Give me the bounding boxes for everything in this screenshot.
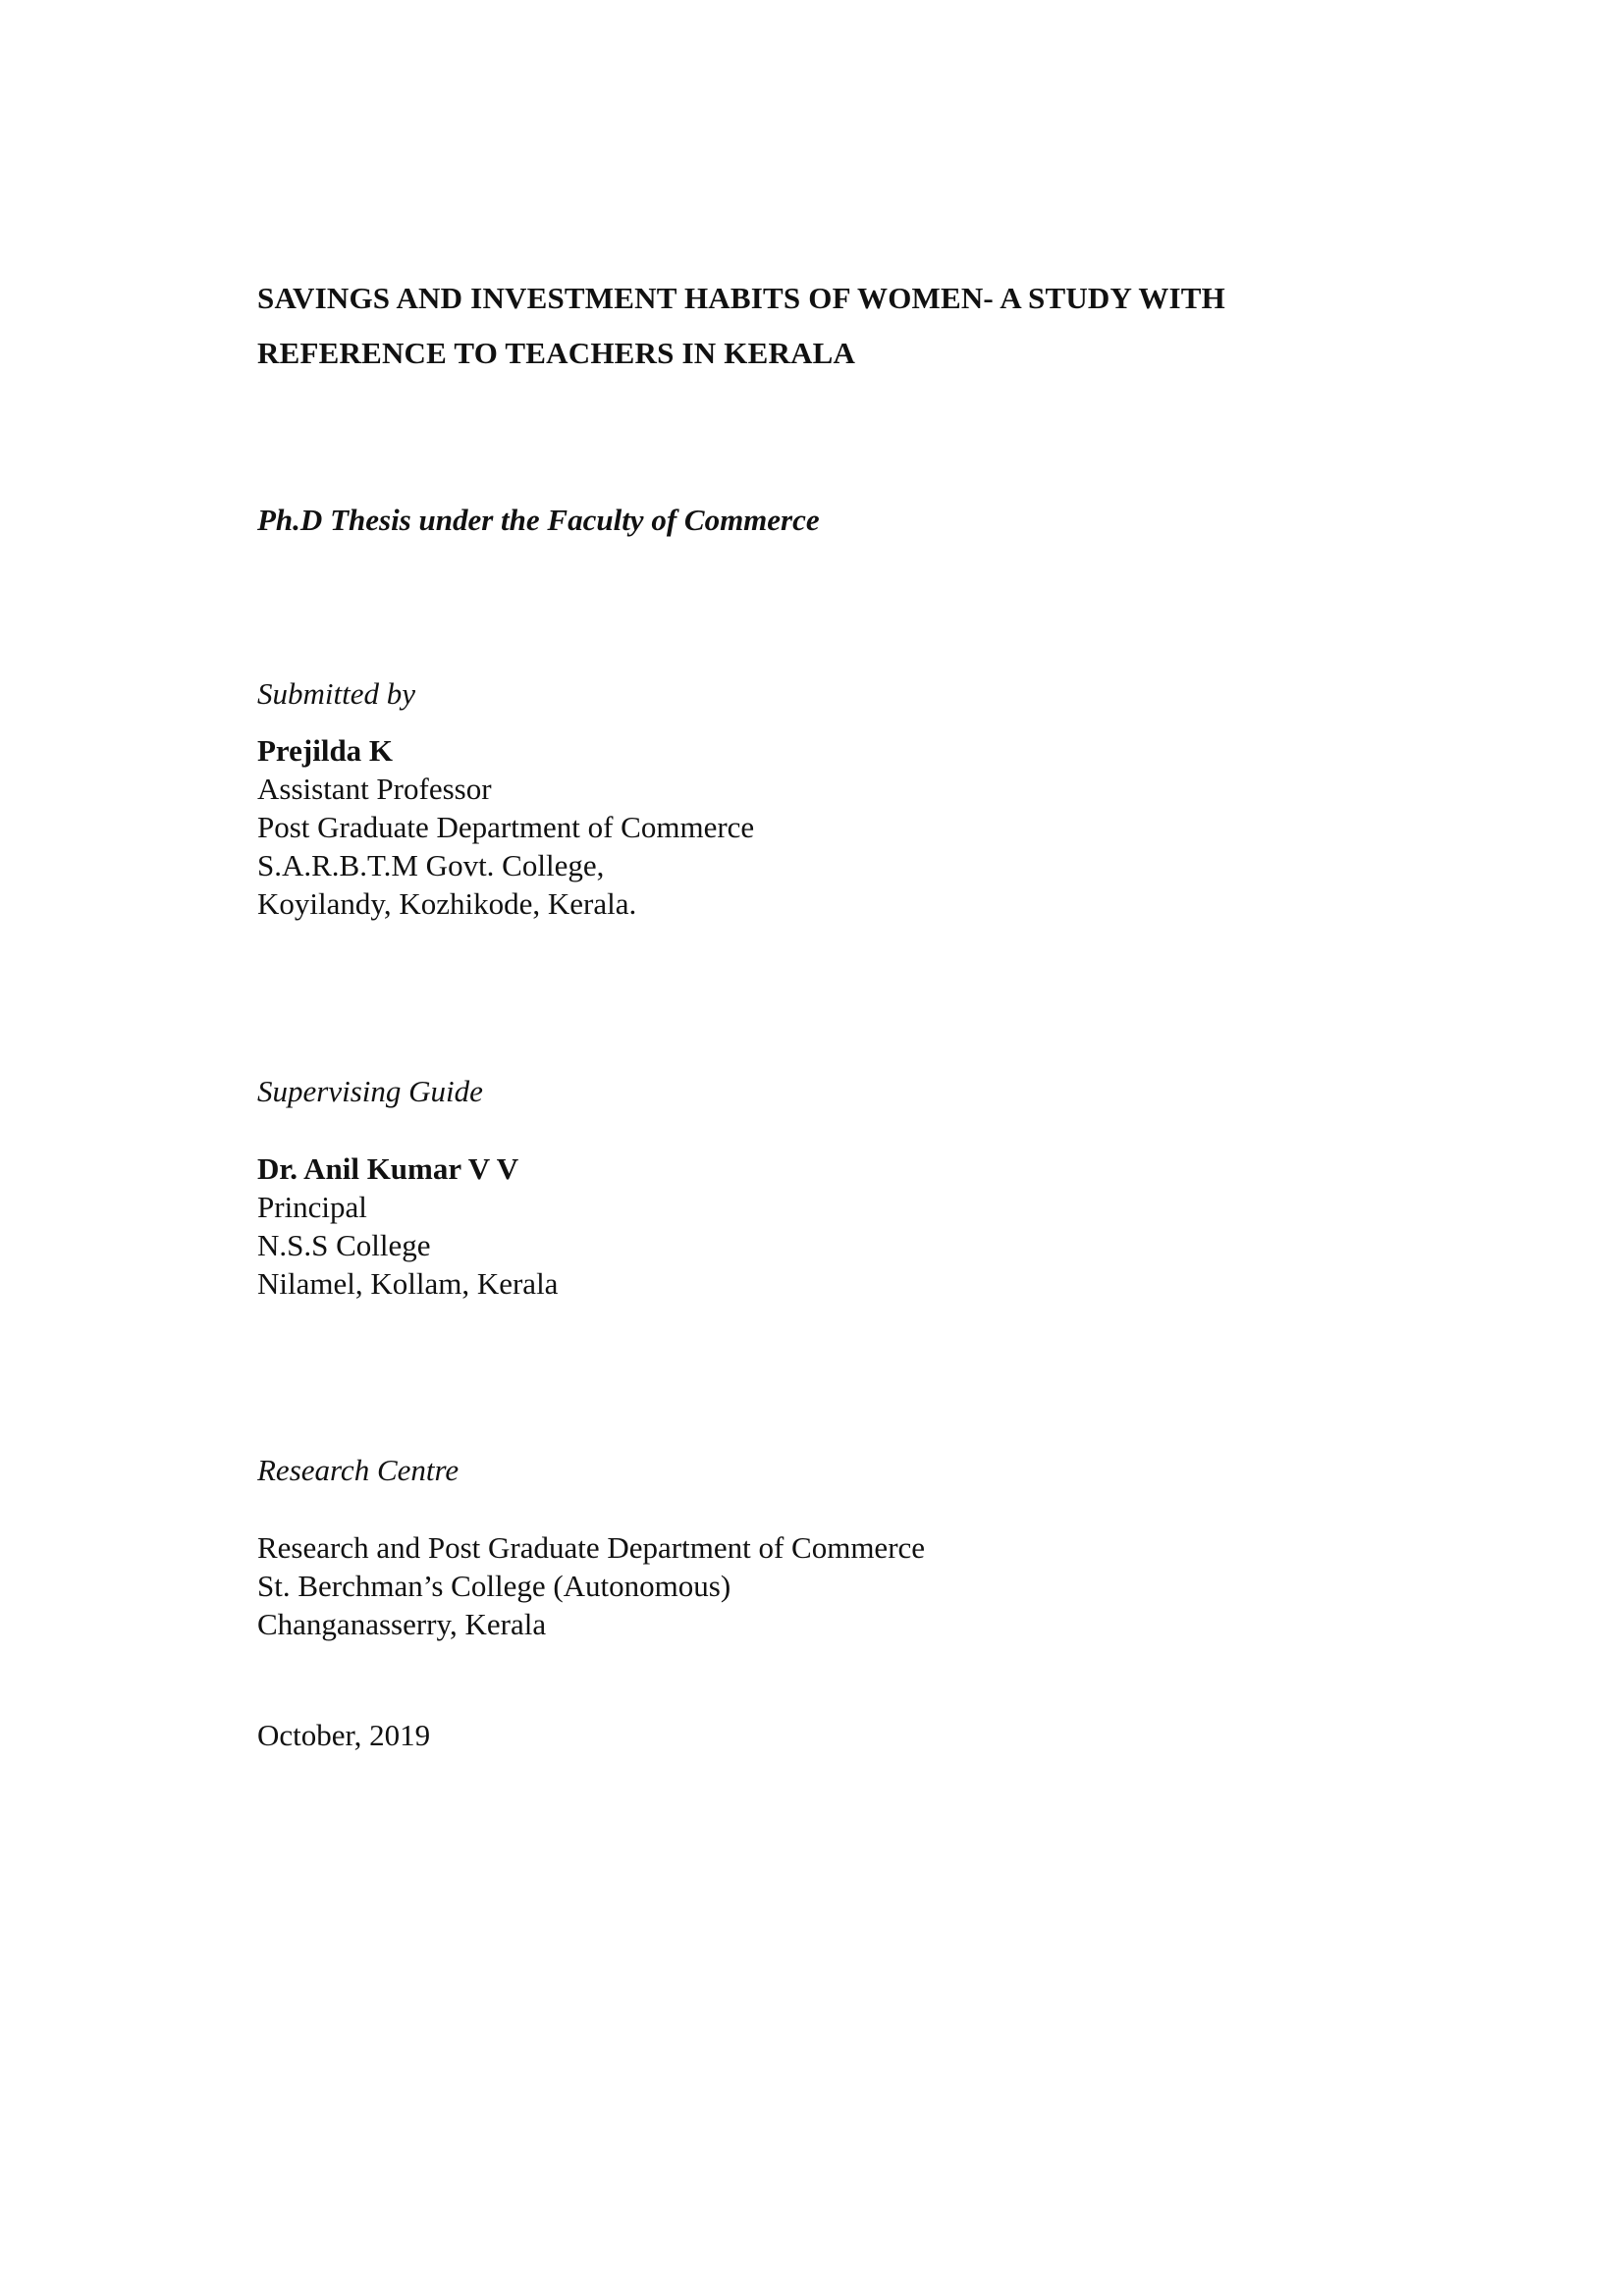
thesis-title-line-1: SAVINGS AND INVESTMENT HABITS OF WOMEN- A STUDY WITH <box>257 281 1225 315</box>
supervising-guide-label: Supervising Guide <box>257 1074 483 1108</box>
author-designation: Assistant Professor <box>257 772 492 806</box>
submission-date: October, 2019 <box>257 1718 431 1752</box>
thesis-subtitle: Ph.D Thesis under the Faculty of Commerce <box>257 503 820 537</box>
centre-college: St. Berchman’s College (Autonomous) <box>257 1569 731 1603</box>
author-college: S.A.R.B.T.M Govt. College, <box>257 848 605 882</box>
thesis-title <box>257 271 1435 381</box>
research-centre-block <box>257 1528 925 1643</box>
author-location: Koyilandy, Kozhikode, Kerala. <box>257 886 637 921</box>
guide-name: Dr. Anil Kumar V V <box>257 1151 519 1186</box>
author-department: Post Graduate Department of Commerce <box>257 810 755 844</box>
guide-location: Nilamel, Kollam, Kerala <box>257 1266 559 1301</box>
guide-designation: Principal <box>257 1190 367 1224</box>
thesis-title-line-2: REFERENCE TO TEACHERS IN KERALA <box>257 336 856 370</box>
guide-block <box>257 1149 558 1303</box>
guide-college: N.S.S College <box>257 1228 431 1262</box>
author-name: Prejilda K <box>257 733 394 768</box>
centre-department: Research and Post Graduate Department of Commerce <box>257 1530 926 1565</box>
author-block <box>257 731 754 923</box>
centre-location: Changanasserry, Kerala <box>257 1607 547 1641</box>
research-centre-label: Research Centre <box>257 1453 460 1487</box>
submitted-by-label: Submitted by <box>257 676 415 711</box>
